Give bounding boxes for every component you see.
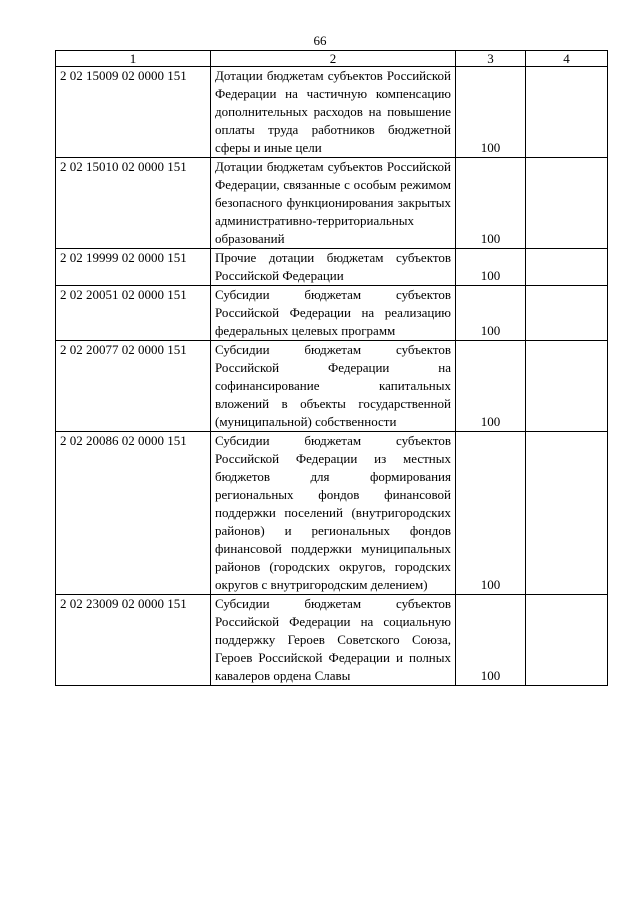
row-description: Субсидии бюджетам субъектов Российской Федерации на реализацию федеральных целевых программ bbox=[211, 286, 456, 341]
row-description: Дотации бюджетам субъектов Российской Федерации, связанные с особым режимом безопасного функционирования закрытых административно-территориальных образований bbox=[211, 158, 456, 249]
row-value: 100 bbox=[456, 158, 526, 249]
row-extra bbox=[526, 432, 608, 595]
row-code: 2 02 20077 02 0000 151 bbox=[56, 341, 211, 432]
row-code: 2 02 20086 02 0000 151 bbox=[56, 432, 211, 595]
row-value: 100 bbox=[456, 67, 526, 158]
row-extra bbox=[526, 286, 608, 341]
table-row bbox=[56, 249, 608, 286]
page-number: 66 bbox=[313, 33, 327, 48]
budget-table bbox=[55, 50, 608, 686]
row-description: Субсидии бюджетам субъектов Российской Федерации из местных бюджетов для формирования региональных фондов финансовой поддержки поселений (внутригородских районов) и региональных фондов финансовой поддержки муниципальных районов (городских округов, городских округов с внутригородским делением) bbox=[211, 432, 456, 595]
table-row bbox=[56, 158, 608, 249]
row-value: 100 bbox=[456, 432, 526, 595]
row-description: Дотации бюджетам субъектов Российской Федерации на частичную компенсацию дополнительных расходов на повышение оплаты труда работников бюджетной сферы и иные цели bbox=[211, 67, 456, 158]
row-extra bbox=[526, 341, 608, 432]
table-header-row bbox=[56, 51, 608, 67]
row-description: Прочие дотации бюджетам субъектов Российской Федерации bbox=[211, 249, 456, 286]
table-row bbox=[56, 432, 608, 595]
row-value: 100 bbox=[456, 286, 526, 341]
row-value: 100 bbox=[456, 595, 526, 686]
column-header: 4 bbox=[526, 51, 608, 67]
row-description: Субсидии бюджетам субъектов Российской Федерации на социальную поддержку Героев Советского Союза, Героев Российской Федерации и полных кавалеров ордена Славы bbox=[211, 595, 456, 686]
table-row bbox=[56, 595, 608, 686]
row-code: 2 02 20051 02 0000 151 bbox=[56, 286, 211, 341]
row-extra bbox=[526, 158, 608, 249]
row-value: 100 bbox=[456, 341, 526, 432]
row-code: 2 02 23009 02 0000 151 bbox=[56, 595, 211, 686]
row-value: 100 bbox=[456, 249, 526, 286]
table-row bbox=[56, 341, 608, 432]
row-description: Субсидии бюджетам субъектов Российской Федерации на софинансирование капитальных вложений в объекты государственной (муниципальной) собственности bbox=[211, 341, 456, 432]
column-header: 1 bbox=[56, 51, 211, 67]
row-extra bbox=[526, 595, 608, 686]
table-row bbox=[56, 67, 608, 158]
table-row bbox=[56, 286, 608, 341]
row-extra bbox=[526, 67, 608, 158]
column-header: 2 bbox=[211, 51, 456, 67]
row-extra bbox=[526, 249, 608, 286]
row-code: 2 02 15010 02 0000 151 bbox=[56, 158, 211, 249]
column-header: 3 bbox=[456, 51, 526, 67]
row-code: 2 02 15009 02 0000 151 bbox=[56, 67, 211, 158]
row-code: 2 02 19999 02 0000 151 bbox=[56, 249, 211, 286]
